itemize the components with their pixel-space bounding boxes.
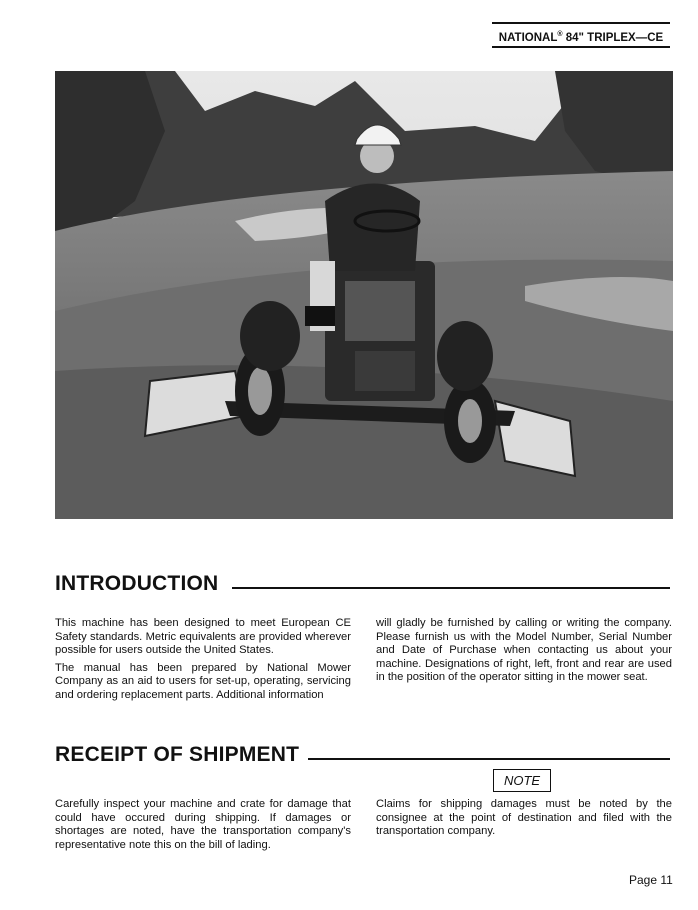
note-box: NOTE: [493, 769, 551, 792]
introduction-left-column: [55, 617, 351, 707]
page-number: Page 11: [629, 873, 673, 887]
running-header: [492, 22, 670, 48]
receipt-paragraph: Carefully inspect your machine and crate for damage that could have occured during shipping. If damages or shortages are noted, have the transportation company's representative note this on the bill of lading.: [55, 798, 351, 851]
intro-paragraph: This machine has been designed to meet European CE Safety standards. Metric equivalents are provided wherever possible for users outside the United States.: [55, 617, 351, 657]
mower-photo: [55, 71, 673, 519]
header-model: 84" TRIPLEX—CE: [562, 32, 664, 44]
introduction-right-column: [376, 617, 672, 689]
receipt-rule: [308, 758, 670, 760]
receipt-paragraph: Claims for shipping damages must be noted by the consignee at the point of destination and filed with the transportation company.: [376, 798, 672, 838]
intro-paragraph: The manual has been prepared by National Mower Company as an aid to users for set-up, operating, servicing and ordering replacement parts. Additional information: [55, 661, 351, 701]
registered-mark: ®: [557, 31, 563, 38]
introduction-title: INTRODUCTION: [55, 572, 219, 595]
header-brand: NATIONAL: [498, 32, 558, 44]
receipt-right-column: [376, 798, 672, 843]
introduction-rule: [232, 587, 670, 589]
intro-paragraph: will gladly be furnished by calling or writing the company. Please furnish us with the Model Number, Serial Number and Date of Purchase when contacting us about your machine. Designations of right, left, front and rear are used in the position of the operator sitting in the mower seat.: [376, 617, 672, 684]
mower-photo-illustration: [55, 71, 673, 519]
receipt-title: RECEIPT OF SHIPMENT: [55, 743, 300, 766]
receipt-left-column: [55, 798, 351, 856]
